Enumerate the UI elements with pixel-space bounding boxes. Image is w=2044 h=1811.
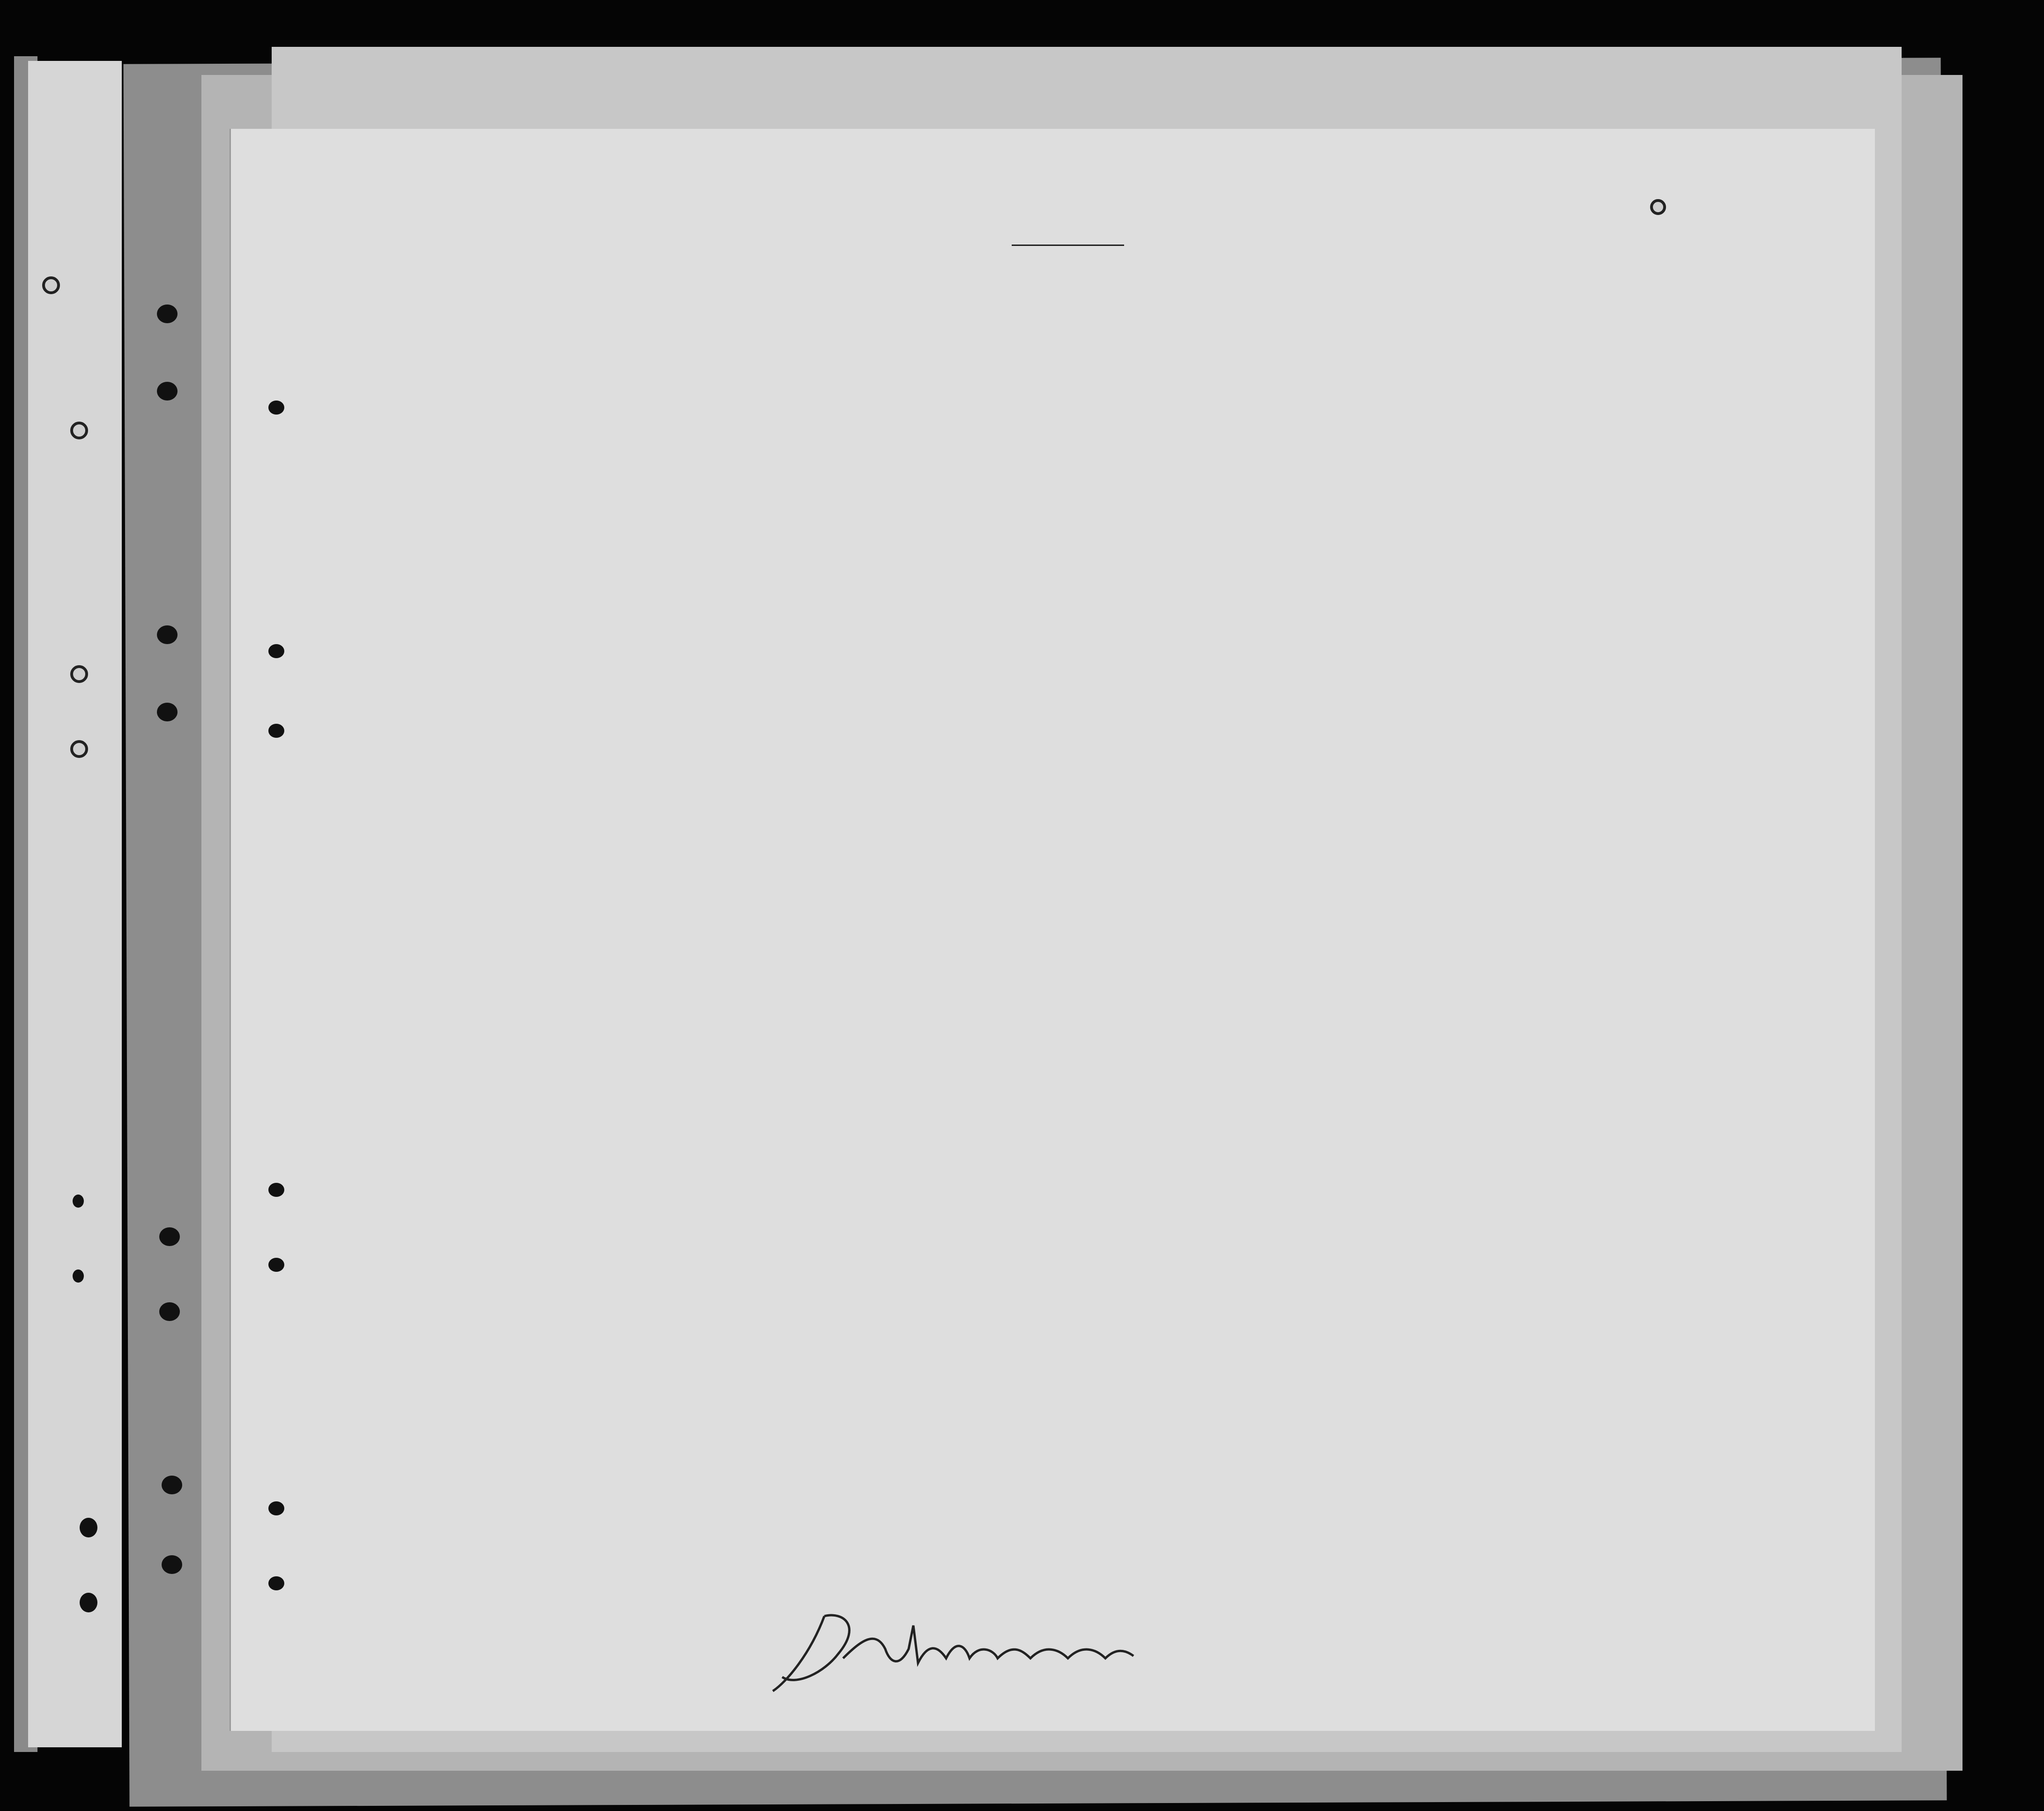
binder-hole — [157, 625, 178, 644]
binder-hole — [268, 644, 284, 658]
binder-hole — [162, 1476, 182, 1494]
binder-hole — [268, 401, 284, 415]
binder-hole — [70, 740, 88, 758]
binder-hole — [42, 276, 60, 294]
binder-hole — [1650, 199, 1666, 215]
title-underline — [1012, 245, 1124, 246]
inspector-signature — [768, 1597, 1190, 1700]
binder-hole — [268, 1501, 284, 1515]
binder-hole — [268, 1258, 284, 1272]
binder-hole — [268, 724, 284, 738]
binder-hole — [162, 1555, 182, 1574]
binder-hole — [268, 1183, 284, 1197]
vessel-line — [422, 305, 1827, 329]
binder-hole — [159, 1227, 180, 1246]
binder-hole — [73, 1269, 84, 1283]
binder-hole — [157, 382, 178, 401]
binder-hole — [159, 1302, 180, 1321]
binder-hole — [268, 1576, 284, 1590]
binder-hole — [70, 422, 88, 439]
binder-hole — [80, 1593, 97, 1612]
binder-hole — [157, 703, 178, 721]
manifest-table — [304, 346, 1835, 1627]
binder-hole — [70, 665, 88, 683]
binder-hole — [80, 1518, 97, 1537]
binder-hole — [157, 304, 178, 323]
binding-strip — [28, 61, 122, 1747]
binder-hole — [73, 1195, 84, 1208]
